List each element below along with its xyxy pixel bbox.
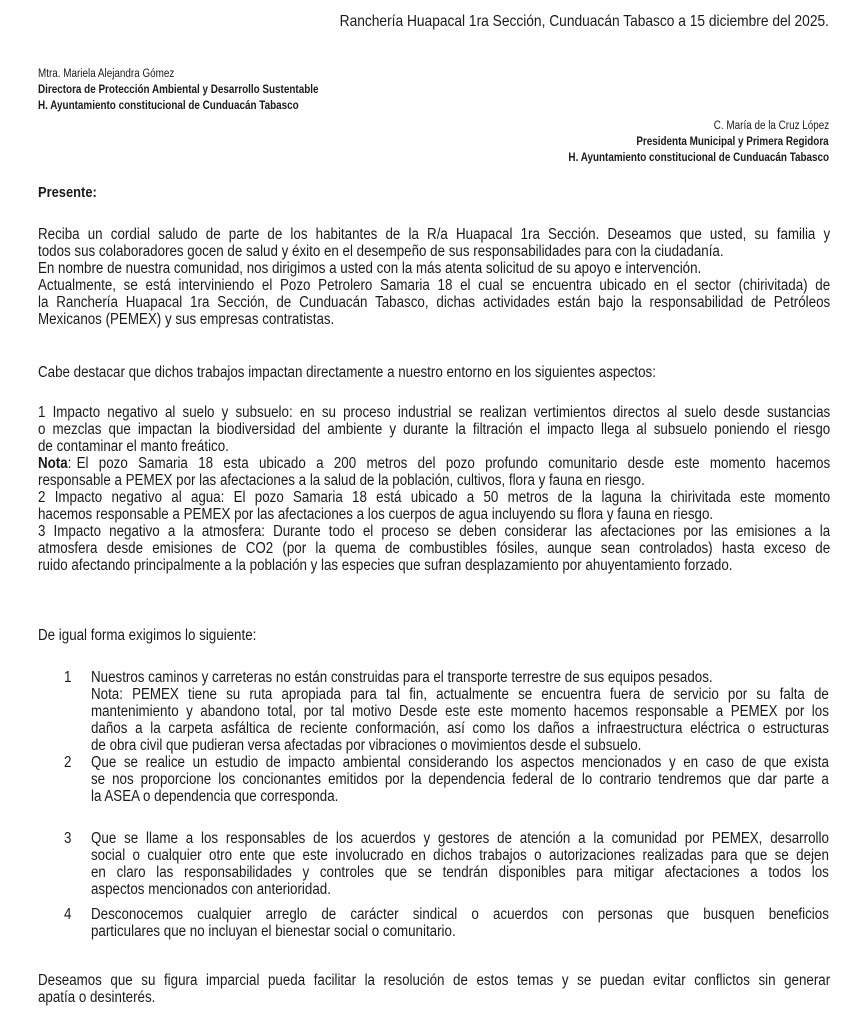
demand-line: Que se realice un estudio de impacto ambiental considerando los aspectos mencionados y en caso de que exista (91, 754, 829, 771)
intro-line: la Ranchería Huapacal 1ra Sección, de Cunduacán Tabasco, dichas actividades están bajo la responsabilidad de Petróleos (38, 294, 831, 311)
closing-line: Deseamos que su figura imparcial pueda facilitar la resolución de estos temas y se puedan evitar conflictos sin generar (38, 972, 831, 989)
aspect-line: o mezclas que impactan la biodiversidad del ambiente y durante la filtración el impacto llega al subsuelo poniendo el riesgo (38, 421, 831, 438)
demand-number: 3 (64, 830, 72, 847)
nota-text: El pozo Samaria 18 esta ubicado a 200 metros del pozo profundo comunitario desde este momento hacemos (76, 455, 831, 472)
nota-line (38, 455, 830, 472)
cc-name: C. María de la Cruz López (713, 120, 829, 132)
aspect-line: ruido afectando principalmente a la población y las especies que sufran desplazamiento por ahuyentamiento forzado. (38, 557, 733, 574)
aspect-line: de contaminar el manto freático. (38, 438, 229, 455)
intro-line: todos sus colaboradores gocen de salud y éxito en el desempeño de sus responsabilidades para con la ciudadanía. (38, 243, 724, 260)
recipient-title: Directora de Protección Ambiental y Desarrollo Sustentable (38, 84, 319, 96)
demand-line: Desconocemos cualquier arreglo de carácter sindical o acuerdos con personas que busquen beneficios (91, 906, 829, 923)
aspect-line: hacemos responsable a PEMEX por las afectaciones a los cuerpos de agua incluyendo su flora y fauna en riesgo. (38, 506, 714, 523)
demand-line: la ASEA o dependencia que corresponda. (91, 788, 339, 805)
aspect-line: 1 Impacto negativo al suelo y subsuelo: en su proceso industrial se realizan vertimientos directos al suelo desde sustancias (38, 404, 831, 421)
aspect-line: responsable a PEMEX por las afectaciones a la salud de la población, cultivos, flora y fauna en riesgo. (38, 472, 645, 489)
aspect-line: 2 Impacto negativo al agua: El pozo Samaria 18 está ubicado a 50 metros de la laguna la chirivitada este momento (38, 489, 831, 506)
recipient-org: H. Ayuntamiento constitucional de Cunduacán Tabasco (38, 100, 299, 112)
aspects-intro: Cabe destacar que dichos trabajos impactan directamente a nuestro entorno en los siguientes aspectos: (38, 364, 656, 381)
demand-line: en claro las responsabilidades y controles que se tendrán disponibles para mitigar afectaciones a todos los (91, 864, 829, 881)
intro-line: En nombre de nuestra comunidad, nos dirigimos a usted con la más atenta solicitud de su apoyo e intervención. (38, 260, 702, 277)
date-line: Ranchería Huapacal 1ra Sección, Cunduacán Tabasco a 15 diciembre del 2025. (339, 13, 829, 30)
intro-line: Mexicanos (PEMEX) y sus empresas contratistas. (38, 311, 335, 328)
demand-line: se nos proporcione los concionantes emitidos por la dependencia federal de lo contrario tendremos que dar parte a (91, 771, 829, 788)
demand-line: daños a la carpeta asfáltica de reciente conformación, así como los daños a infraestructura eléctrica o estructuras (91, 720, 829, 737)
demand-line: particulares que no incluyan el bienestar social o comunitario. (91, 923, 456, 940)
aspect-line: 3 Impacto negativo a la atmosfera: Durante todo el proceso se deben considerar las afectaciones por las emisiones a la (38, 523, 831, 540)
aspect-line: atmosfera desde emisiones de CO2 (por la quema de combustibles fósiles, aunque sean controlados) hasta exceso de (38, 540, 831, 557)
nota-colon: : (67, 455, 72, 472)
demand-number: 4 (64, 906, 72, 923)
demand-number: 1 (64, 669, 72, 686)
nota-label: Nota (38, 455, 68, 472)
demand-line: de obra civil que pudieran versa afectadas por vibraciones o movimientos desde el subsuelo. (91, 737, 642, 754)
demand-line: Nuestros caminos y carreteras no están construidas para el transporte terrestre de sus equipos pesados. (91, 669, 713, 686)
recipient-name: Mtra. Mariela Alejandra Gómez (38, 68, 175, 80)
demand-line: mantenimiento y abandono total, por tal motivo Desde este este momento hacemos responsable a PEMEX por los (91, 703, 829, 720)
closing-line: apatía o desinterés. (38, 989, 156, 1006)
cc-title: Presidenta Municipal y Primera Regidora (636, 136, 829, 148)
demand-line: Que se llame a los responsables de los acuerdos y gestores de atención a la comunidad por PEMEX, desarrollo (91, 830, 829, 847)
intro-line: Actualmente, se está interviniendo el Pozo Petrolero Samaria 18 el cual se encuentra ubicado en el sector (chirivitada) de (38, 277, 831, 294)
intro-line: Reciba un cordial saludo de parte de los habitantes de la R/a Huapacal 1ra Sección. Deseamos que usted, su familia y (38, 226, 831, 243)
demands-intro: De igual forma exigimos lo siguiente: (38, 627, 257, 644)
demand-number: 2 (64, 754, 72, 771)
demand-line: social o cualquier otro ente que este involucrado en dichos trabajos o autorizaciones realizadas para que se dejen (91, 847, 829, 864)
demand-line: aspectos mencionados con anterioridad. (91, 881, 331, 898)
cc-org: H. Ayuntamiento constitucional de Cunduacán Tabasco (568, 152, 829, 164)
demand-line: Nota: PEMEX tiene su ruta apropiada para tal fin, actualmente se encuentra fuera de servicio por su falta de (91, 686, 829, 703)
salutation: Presente: (38, 184, 97, 201)
